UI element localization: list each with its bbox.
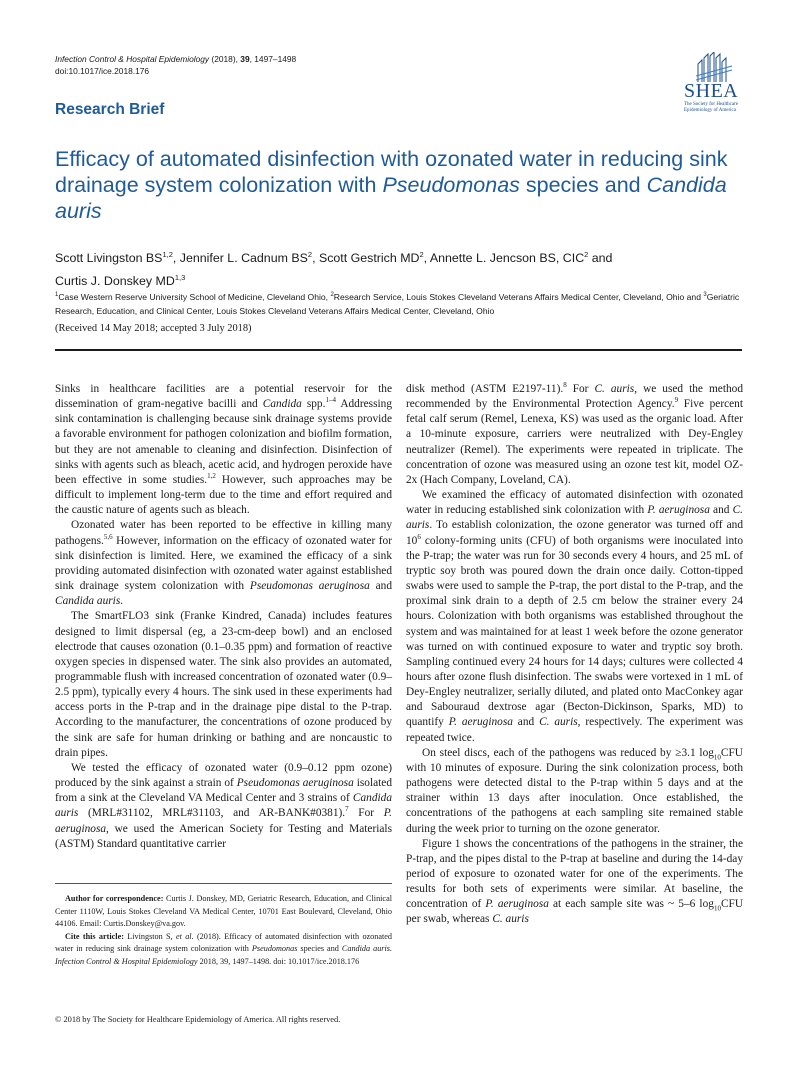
journal-name: Infection Control & Hospital Epidemiology	[55, 54, 210, 64]
citation-note	[55, 931, 392, 969]
author-affiliation: 1,3	[174, 273, 186, 283]
citation-text: (2018). Efficacy of automated disinfection with ozonated water in reducing sink drainage system colonization with	[55, 931, 393, 953]
journal-pages: , 1497–1498	[249, 54, 297, 64]
shea-logo-subtitle: The Society for Healthcare Epidemiology of America	[684, 102, 739, 113]
author: Annette L. Jencson BS, CIC	[429, 251, 585, 266]
affiliations: $^1$Case Western Reserve University School of Medicine, Cleveland Ohio, $^2$Research Service, Louis Stokes Cleveland Veterans Affairs Medical Center, Cleveland, Ohio and $^3$Geriatric Research, Education, and Clinical Center, Louis Stokes Cleveland Veterans Affairs Medical Center, Cleveland, Ohio	[55, 291, 740, 316]
author: Curtis J. Donskey MD	[55, 274, 175, 289]
footnotes	[55, 893, 392, 968]
title-italic-2: Candida auris	[55, 173, 727, 223]
affiliation-1: Case Western Reserve University School of Medicine, Cleveland Ohio,	[58, 291, 331, 302]
citation-end: 2018, 39, 1497–1498. doi: 10.1017/ice.2018.176	[197, 956, 360, 966]
citation-mid: species and	[297, 944, 342, 953]
affiliation-3: Geriatric Research, Education, and Clinical Center, Louis Stokes Cleveland Veterans Affairs Medical Center, Cleveland, Ohio	[55, 291, 740, 316]
author: Scott Livingston BS	[55, 251, 163, 266]
citation-italic-2: Candida auris. Infection Control & Hospital Epidemiology	[55, 944, 392, 966]
title-part-1: Efficacy of automated disinfection with ozonated water in reducing sink drainage system colonization with	[55, 147, 728, 197]
author-affiliation: 1,2	[162, 250, 173, 259]
header-rule	[55, 349, 742, 351]
correspondence-note	[55, 893, 392, 931]
paragraph: We tested the efficacy of ozonated water (0.9–0.12 ppm ozone) produced by the sink against a strain of Pseudomonas aeruginosa isolated from a sink at the Cleveland VA Medical Center and 3 strains of Candida auris (MRL#31102, MRL#31103, and AR-BANK#0381).$^7$ For P. aeruginosa, we used the American Society for Testing and Materials (ASTM) Standard quantitative carrier	[55, 761, 392, 850]
author-affiliation: 2	[584, 250, 589, 259]
footnote-rule	[55, 883, 392, 884]
citation-label: Cite this article:	[65, 931, 124, 941]
paragraph: disk method (ASTM E2197-11).$^8$ For C. auris, we used the method recommended by the Environmental Protection Agency.$^9$ Five percent fetal calf serum (Remel, Lenexa, KS) was used as the organic load. After a 10-minute exposure, carriers were neutralized with Dey-Engley neutralizer (Remel). The experiments were repeated in triplicate. The concentration of ozone was measured using an ozone test kit, model OZ-2x (Hach Company, Loveland, CA).	[406, 381, 743, 486]
journal-year: (2018),	[209, 54, 241, 64]
paragraph: The SmartFLO3 sink (Franke Kindred, Canada) includes features designed to limit dispersal (eg, a 23-cm-deep bowl) and an enclosed electrode that causes ozonation (0.1–0.35 ppm) and formation of reactive oxygen species in dispensed water. The sink also provides an automated, programmable flush with increased concentration of ozonated water (0.9–2.5 ppm), typically every 4 hours. The sink used in these experiments had access ports in the P-trap and in the drainage pipe distal to the P-trap. According to the manufacturer, the concentrations of ozone produced by the sink are safe for human drinking or bathing and are noncaustic to drain pipes.	[55, 610, 392, 759]
citation-authors: Livingston S,	[123, 931, 176, 941]
received-dates: (Received 14 May 2018; accepted 3 July 2018)	[55, 323, 252, 334]
citation-etal: et al.	[175, 931, 194, 941]
author-list: Scott Livingston BS$^{1,2}$, Jennifer L. Cadnum $BS^2$, Scott Gestrich $MD^2$, Annette L. Jencson BS, CIC$^2$ and Curtis J. Donskey MD$^{1,3}$	[55, 250, 613, 289]
shea-logo-text: SHEA	[684, 80, 739, 102]
paragraph: On steel discs, each of the pathogens was reduced by ≥3.1 $\log_{10}CFU$ with 10 minutes of exposure. During the sink colonization process, both pathogens were detected distal to the P-trap within 5 days and at the strainer within 13 days after inoculation. Once established, the concentrations of the pathogens at each sampling site remained stable during the week prior to turning on the ozone generator.	[406, 746, 743, 835]
article-type: Research Brief	[55, 101, 165, 118]
journal-citation	[55, 53, 296, 77]
correspondence-label: Author for correspondence:	[65, 894, 164, 903]
author: Jennifer L. Cadnum BS	[179, 251, 308, 266]
paragraph: Sinks in healthcare facilities are a potential reservoir for the dissemination of gram-negative bacilli and Candida spp.$^{1-4}$ Addressing sink contamination is challenging because sink drainage systems provide a favorable environment for pathogen colonization and biofilm formation, but they are not amenable to cleaning and disinfection. Disinfection of sinks with agents such as bleach, acetic acid, and hydrogen peroxide have been effective in some studies.$^{1,2}$ However, such approaches may be difficult to implement long-term due to the time and effort required and the caustic nature of agents such as bleach.	[55, 383, 393, 517]
affiliation-2: Research Service, Louis Stokes Cleveland Veterans Affairs Medical Center, Cleveland, Ohio and	[333, 291, 704, 302]
copyright: © 2018 by The Society for Healthcare Epidemiology of America. All rights reserved.	[55, 1015, 341, 1024]
author-affiliation: 2	[419, 250, 424, 259]
author: Scott Gestrich MD	[318, 251, 420, 266]
shea-logo	[680, 52, 742, 112]
paragraph: We examined the efficacy of automated disinfection with ozonated water in reducing established sink colonization with P. aeruginosa and C. auris. To establish colonization, the ozone generator was turned off and $10^6$ colony-forming units (CFU) of both organisms were inoculated into the P-trap; the water was run for 30 seconds every 4 hours, and 25 mL of tryptic soy broth was poured down the drain once daily. Cotton-tipped swabs were used to sample the P-trap, the port distal to the P-trap, and the proximal sink drain to a depth of 2.5 cm below the strainer every 24 hours. Colonization with both organisms was established throughout the system and was maintained for at least 1 week before the ozone generator was turned on with continued exposure to water and tryptic soy broth. Sampling continued every 24 hours for 14 days; cultures were collected 4 hours after ozone flush disinfection. The swabs were vortexed in 1 mL of Dey-Engley neutralizer, serially diluted, and plated onto MacConkey agar and Sabouraud dextrose agar (Becton-Dickinson, Sparks, MD) to quantify P. aeruginosa and C. auris, respectively. The experiment was repeated twice.	[406, 489, 744, 744]
body-column-left	[55, 382, 392, 852]
body-column-right	[406, 382, 743, 928]
article-title	[55, 146, 755, 224]
title-part-2: species and	[519, 173, 647, 197]
citation-italic-1: Pseudomonas	[251, 944, 298, 953]
paragraph: Figure 1 shows the concentrations of the pathogens in the strainer, the P-trap, and the pipes distal to the P-trap at baseline and during the 14-day period of exposure to ozonated water for one of the experiments. The results for both sets of experiments were similar. At baseline, the concentration of P. aeruginosa at each sample site was ~ 5–6 $\log_{10}CFU$ per swab, whereas C. auris	[406, 837, 744, 926]
journal-volume: 39	[240, 54, 250, 64]
title-italic-1: Pseudomonas	[382, 173, 520, 197]
doi: doi:10.1017/ice.2018.176	[55, 66, 150, 76]
correspondence-text: Curtis J. Donskey, MD, Geriatric Research, Education, and Clinical Center 1110W, Louis Stokes Cleveland VA Medical Center, 10701 East Boulevard, Cleveland, Ohio 44106. Email: Curtis.Donskey@va.gov.	[55, 894, 392, 928]
paragraph: Ozonated water has been reported to be effective in killing many pathogens.$^{5,6}$ However, information on the efficacy of ozonated water for sink disinfection is limited. Here, we examined the efficacy of a sink providing automated disinfection with ozonated water against established sink drainage system colonization with Pseudomonas aeruginosa and Candida auris.	[55, 519, 393, 608]
author-affiliation: 2	[307, 250, 313, 259]
